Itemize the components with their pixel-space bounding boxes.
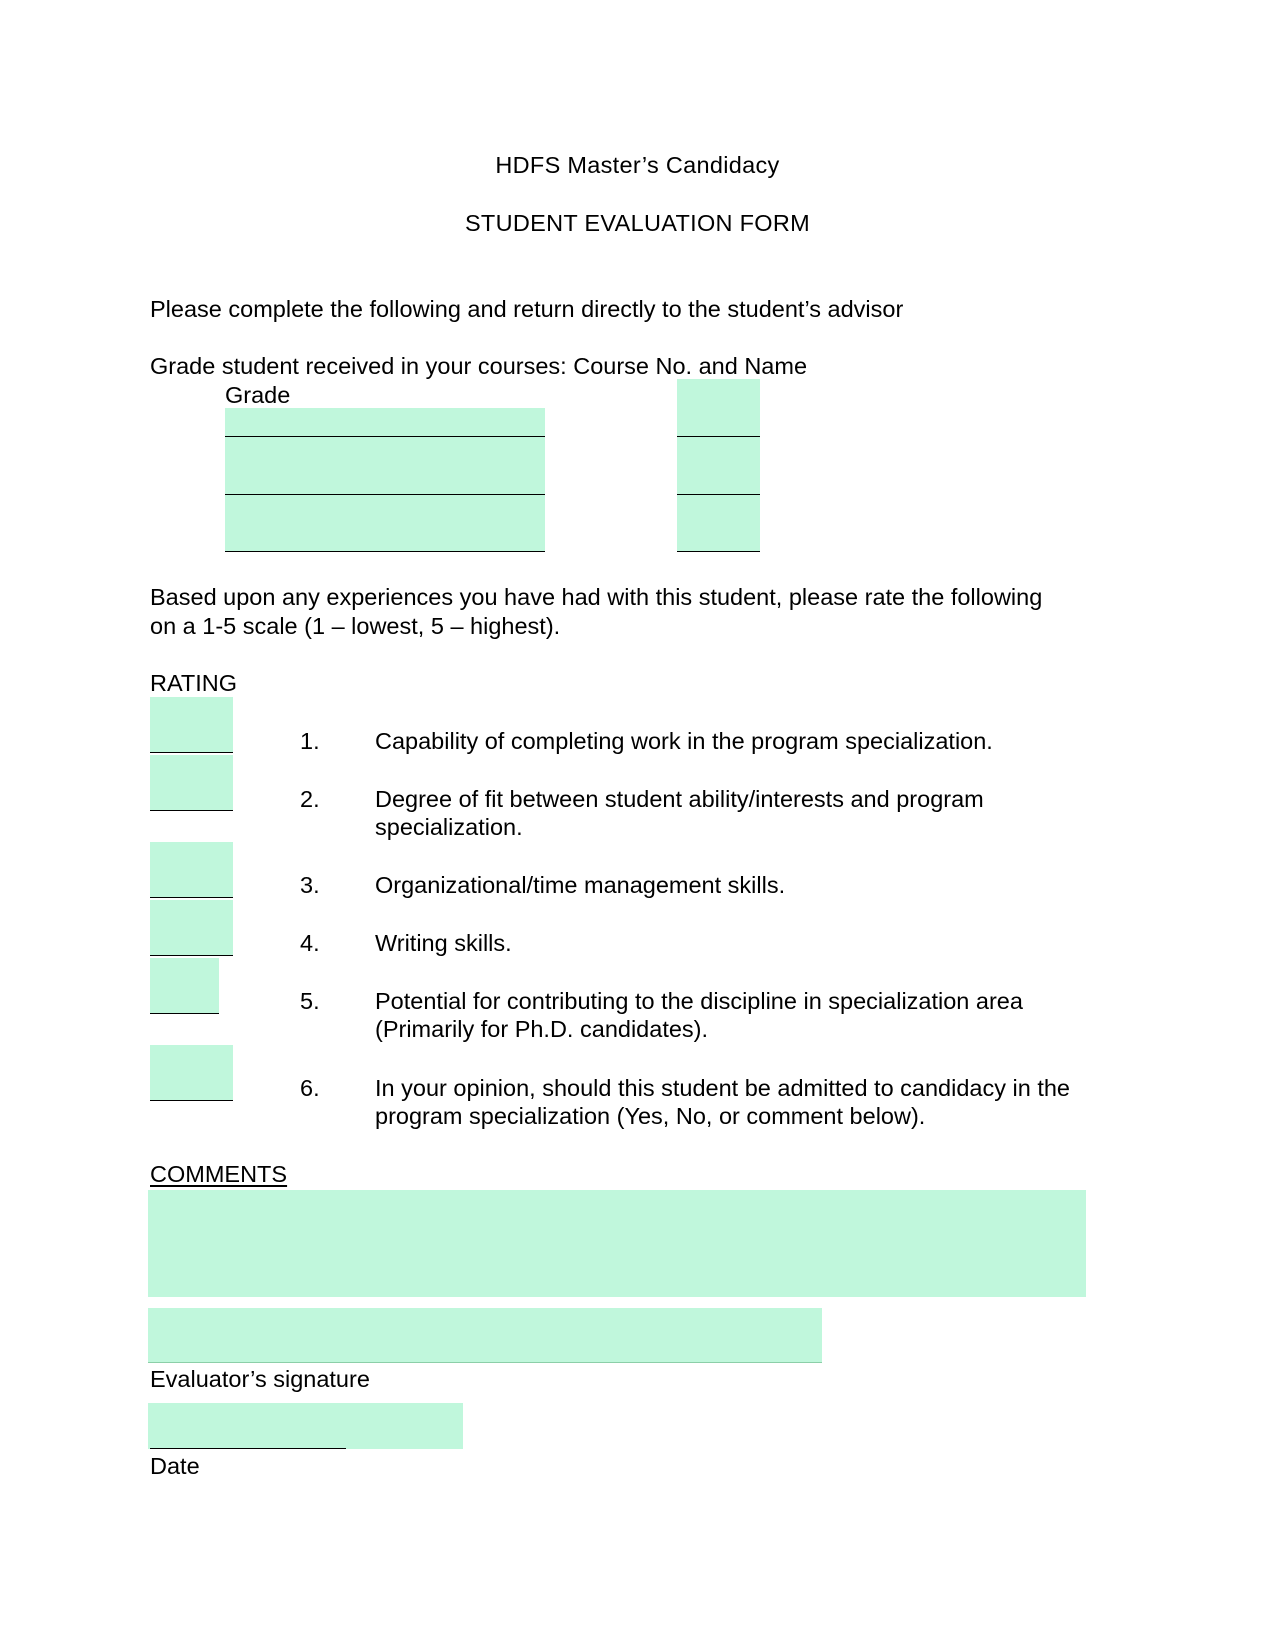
rating-number-1: 1. <box>300 728 320 754</box>
signature-underline <box>148 1362 822 1363</box>
grade-underline-3 <box>677 551 760 552</box>
rating-input-1[interactable] <box>150 697 233 752</box>
rating-item-6 <box>375 1074 1135 1130</box>
rating-item-3 <box>375 871 1135 899</box>
rating-number-5: 5. <box>300 988 320 1014</box>
rating-item-5-line1: Potential for contributing to the discipline in specialization area <box>375 988 1023 1014</box>
grade-input-2[interactable] <box>677 437 760 494</box>
signature-input[interactable] <box>148 1308 822 1362</box>
rating-intro-line2: on a 1-5 scale (1 – lowest, 5 – highest). <box>150 613 561 639</box>
instructions-text: Please complete the following and return directly to the student’s advisor <box>150 296 904 322</box>
grades-label: Grade student received in your courses: Course No. and Name <box>150 353 808 379</box>
rating-number-2: 2. <box>300 786 320 812</box>
rating-item-1 <box>375 727 1135 755</box>
rating-item-5-line2: (Primarily for Ph.D. candidates). <box>375 1016 709 1042</box>
rating-intro-line1: Based upon any experiences you have had with this student, please rate the following <box>150 584 1043 610</box>
grade-input-1[interactable] <box>677 380 760 436</box>
comments-textarea[interactable] <box>148 1190 1086 1297</box>
rating-underline-4 <box>150 955 233 956</box>
rating-underline-6 <box>150 1100 233 1101</box>
rating-input-5[interactable] <box>150 958 219 1013</box>
date-underline <box>150 1448 346 1449</box>
comments-heading: COMMENTS <box>150 1161 288 1187</box>
rating-item-5 <box>375 987 1135 1043</box>
rating-item-1-line1: Capability of completing work in the program specialization. <box>375 728 993 754</box>
date-label: Date <box>150 1453 200 1479</box>
rating-underline-1 <box>150 752 233 753</box>
course-input-3[interactable] <box>225 495 545 551</box>
rating-item-6-line2: program specialization (Yes, No, or comment below). <box>375 1103 926 1129</box>
rating-input-2[interactable] <box>150 755 233 810</box>
rating-underline-3 <box>150 897 233 898</box>
form-title: HDFS Master’s Candidacy <box>495 152 780 178</box>
rating-item-2-line2: specialization. <box>375 814 523 840</box>
rating-number-4: 4. <box>300 930 320 956</box>
date-input[interactable] <box>148 1403 463 1449</box>
rating-number-3: 3. <box>300 872 320 898</box>
rating-item-6-line1: In your opinion, should this student be admitted to candidacy in the <box>375 1075 1071 1101</box>
grade-column-label: Grade <box>225 382 291 408</box>
rating-item-4 <box>375 929 1135 957</box>
rating-underline-5 <box>150 1013 219 1014</box>
grade-input-3[interactable] <box>677 495 760 551</box>
rating-input-3[interactable] <box>150 842 233 897</box>
rating-number-6: 6. <box>300 1075 320 1101</box>
rating-input-4[interactable] <box>150 900 233 955</box>
form-subtitle: STUDENT EVALUATION FORM <box>464 210 811 236</box>
rating-underline-2 <box>150 810 233 811</box>
signature-label: Evaluator’s signature <box>150 1366 370 1392</box>
rating-heading: RATING <box>150 670 238 696</box>
course-underline-3 <box>225 551 545 552</box>
rating-item-3-line1: Organizational/time management skills. <box>375 872 786 898</box>
rating-item-2 <box>375 785 1135 841</box>
course-input-2[interactable] <box>225 437 545 494</box>
rating-item-2-line1: Degree of fit between student ability/interests and program <box>375 786 984 812</box>
course-input-1[interactable] <box>225 408 545 437</box>
rating-input-6[interactable] <box>150 1045 233 1100</box>
rating-item-4-line1: Writing skills. <box>375 930 512 956</box>
